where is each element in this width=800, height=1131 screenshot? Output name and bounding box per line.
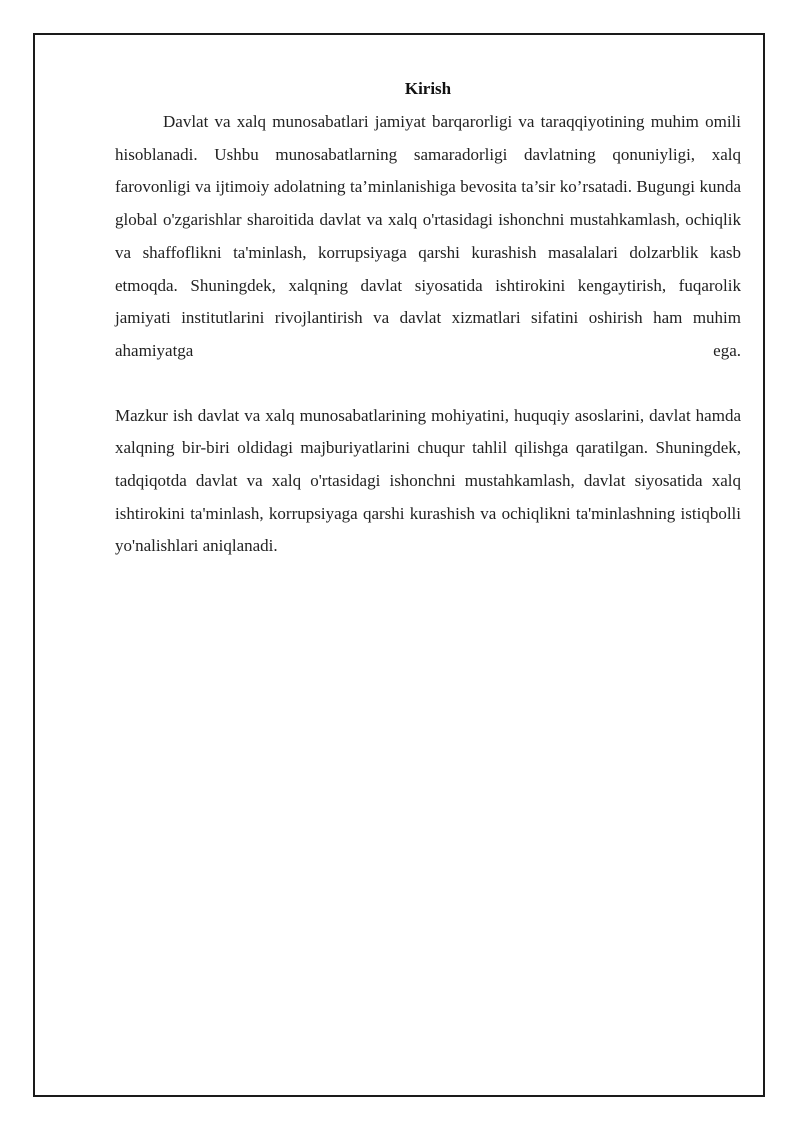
page-title: Kirish — [404, 79, 452, 98]
document-body — [115, 76, 741, 563]
paragraph-gap — [115, 368, 741, 400]
paragraph-purpose: Mazkur ish davlat va xalq munosabatlarining mohiyatini, huquqiy asoslarini, davlat hamda xalqning bir-biri oldidagi majburiyatlarini chuqur tahlil qilishga qaratilgan. Shuningdek, tadqiqotda davlat va xalq o'rtasidagi ishonchni mustahkamlash, davlat siyosatida xalq ishtirokini ta'minlash, korrupsiyaga qarshi kurashish va ochiqlikni ta'minlashning istiqbolli yo'nalishlari aniqlanadi. — [115, 405, 741, 556]
paragraph-introduction: Davlat va xalq munosabatlari jamiyat barqarorligi va taraqqiyotining muhim omili hisoblanadi. Ushbu munosabatlarning samaradorligi davlatning qonuniyligi, xalq farovonligi va ijtimoiy adolatning ta’minlanishiga bevosita ta’sir ko’rsatadi. Bugungi kunda global o'zgarishlar sharoitida davlat va xalq o'rtasidagi ishonchni mustahkamlash, ochiqlik va shaffoflikni ta'minlash, korrupsiyaga qarshi kurashish masalalari dolzarblik kasb etmoqda. Shuningdek, xalqning davlat siyosatida ishtirokini kengaytirish, fuqarolik jamiyati institutlarini rivojlantirish va davlat xizmatlari sifatini oshirish ham muhim ahamiyatga ega. — [115, 112, 741, 360]
